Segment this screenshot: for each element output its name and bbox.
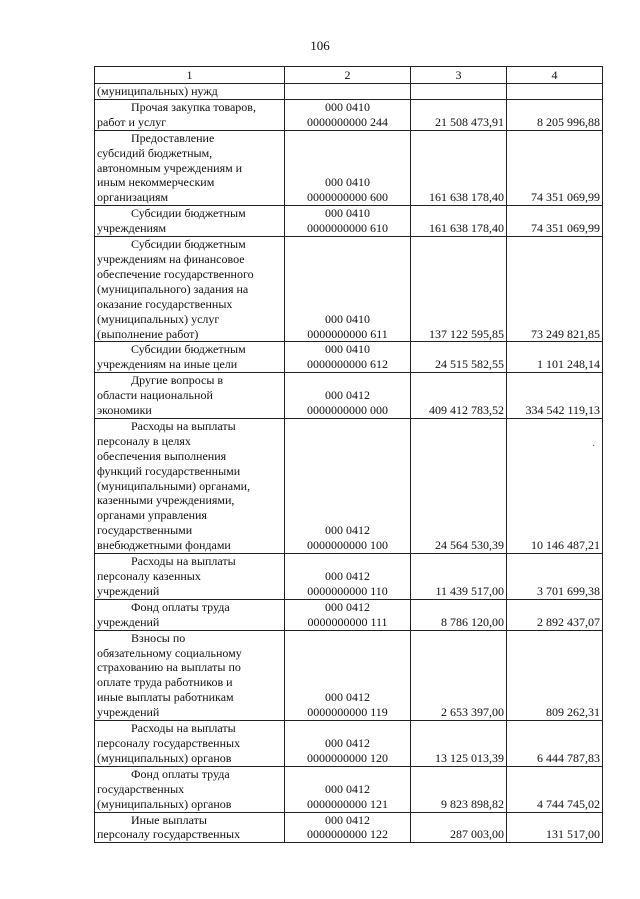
expense-name-line: учреждений (97, 583, 160, 598)
table-row (95, 99, 603, 130)
expense-name-line: оплате труда работников и (97, 675, 233, 690)
budget-code-line: 000 0412 (325, 569, 370, 583)
budget-code-line: 0000000000 121 (307, 796, 388, 811)
expense-name-line: Предоставление (131, 130, 215, 145)
expense-name-cell (95, 630, 285, 720)
executed-amount-cell: 2 892 437,07 (507, 599, 603, 630)
expense-name-line: Расходы на выплаты (131, 418, 236, 433)
executed-amount-cell: 6 444 787,83 (507, 721, 603, 767)
expense-name-cell (95, 812, 285, 843)
expense-name-line: субсидий бюджетным, (97, 145, 213, 160)
budget-code-line: 000 0412 (325, 388, 370, 403)
expense-name-line: персоналу казенных (97, 569, 201, 583)
approved-amount-cell (411, 84, 507, 100)
executed-amount-cell: 10 146 487,21 (507, 418, 603, 553)
table-row (95, 721, 603, 767)
expense-name-line: Расходы на выплаты (131, 554, 236, 569)
expense-name-line: работ и услуг (97, 114, 167, 129)
table-row (95, 599, 603, 630)
budget-code-line: 0000000000 111 (307, 614, 388, 629)
budget-code-cell (285, 84, 411, 100)
expense-name-line: (муниципальными) органами, (97, 478, 251, 493)
budget-code-cell (285, 812, 411, 843)
expense-name-line: Прочая закупка товаров, (131, 99, 256, 114)
budget-code-line: 000 0412 (325, 690, 370, 705)
expense-name-line: учреждений (97, 705, 160, 720)
expense-name-line: персоналу государственных (97, 735, 241, 750)
expense-name-line: (муниципальных) органов (97, 796, 232, 811)
budget-code-line: 000 0410 (325, 311, 370, 326)
table-row (95, 766, 603, 812)
expense-name-line: Расходы на выплаты (131, 721, 236, 736)
page-number: 106 (310, 38, 330, 53)
budget-code-line: 0000000000 611 (307, 326, 388, 341)
expense-name-line: казенными учреждениями, (97, 493, 235, 508)
approved-amount-cell: 161 638 178,40 (411, 206, 507, 237)
expense-name-line: Фонд оплаты труда (131, 599, 230, 614)
expense-name-line: страхованию на выплаты по (97, 660, 241, 675)
expense-name-line: (муниципального) задания на (97, 281, 249, 296)
column-header: 3 (411, 67, 507, 84)
approved-amount-cell: 161 638 178,40 (411, 130, 507, 206)
expense-name-line: функций государственными (97, 463, 241, 478)
budget-code-line: 0000000000 600 (307, 190, 388, 205)
column-header: 2 (285, 67, 411, 84)
budget-code-line: 000 0410 (325, 175, 370, 190)
budget-code-line: 0000000000 244 (307, 114, 388, 129)
budget-table (94, 66, 603, 843)
expense-name-line: Субсидии бюджетным (131, 237, 246, 252)
expense-name-line: иным некоммерческим (97, 175, 215, 190)
table-row (95, 373, 603, 419)
budget-code-cell (285, 206, 411, 237)
column-header: 4 (507, 67, 603, 84)
table-row (95, 130, 603, 206)
expense-name-cell (95, 342, 285, 373)
expense-name-line: оказание государственных (97, 296, 233, 311)
table-row (95, 237, 603, 342)
table-row (95, 84, 603, 100)
expense-name-line: (муниципальных) нужд (97, 84, 218, 98)
expense-name-cell (95, 554, 285, 600)
expense-name-cell (95, 418, 285, 553)
budget-code-line: 000 0412 (325, 599, 370, 614)
budget-code-line: 000 0410 (325, 206, 370, 221)
expense-name-cell (95, 206, 285, 237)
expense-name-cell (95, 599, 285, 630)
budget-code-cell (285, 342, 411, 373)
budget-code-line: 000 0412 (325, 781, 370, 796)
budget-code-line: 0000000000 612 (307, 357, 388, 372)
scan-mark: · (592, 441, 596, 452)
table-header-row (95, 67, 603, 84)
budget-code-line: 0000000000 100 (307, 538, 388, 553)
budget-code-line: 0000000000 120 (307, 750, 388, 765)
budget-code-cell (285, 373, 411, 419)
expense-name-cell (95, 721, 285, 767)
expense-name-line: органами управления (97, 508, 207, 523)
executed-amount-cell: 73 249 821,85 (507, 237, 603, 342)
expense-name-cell (95, 99, 285, 130)
executed-amount-cell: 74 351 069,99 (507, 206, 603, 237)
expense-name-line: обеспечения выполнения (97, 448, 227, 463)
executed-amount-cell: 1 101 248,14 (507, 342, 603, 373)
expense-name-line: Фонд оплаты труда (131, 766, 230, 781)
expense-name-line: (муниципальных) услуг (97, 311, 220, 326)
approved-amount-cell: 409 412 783,52 (411, 373, 507, 419)
budget-code-line: 000 0412 (325, 523, 370, 538)
expense-name-line: учреждениям на иные цели (97, 357, 238, 372)
approved-amount-cell: 13 125 013,39 (411, 721, 507, 767)
executed-amount-cell: 74 351 069,99 (507, 130, 603, 206)
budget-code-cell (285, 418, 411, 553)
expense-name-line: иные выплаты работникам (97, 690, 234, 705)
approved-amount-cell: 2 653 397,00 (411, 630, 507, 720)
approved-amount-cell: 9 823 898,82 (411, 766, 507, 812)
expense-name-line: внебюджетными фондами (97, 538, 231, 553)
executed-amount-cell: 131 517,00 (507, 812, 603, 843)
budget-code-line: 000 0412 (325, 812, 370, 827)
expense-name-line: Иные выплаты (131, 812, 207, 827)
expense-name-line: (муниципальных) органов (97, 750, 232, 765)
expense-name-line: организациям (97, 190, 169, 205)
expense-name-line: (выполнение работ) (97, 326, 199, 341)
expense-name-line: учреждениям (97, 221, 167, 236)
approved-amount-cell: 24 515 582,55 (411, 342, 507, 373)
expense-name-line: государственными (97, 523, 193, 538)
expense-name-line: учреждениям на финансовое (97, 251, 245, 266)
budget-code-cell (285, 554, 411, 600)
table-row (95, 630, 603, 720)
budget-code-cell (285, 721, 411, 767)
expense-name-line: персоналу государственных (97, 827, 241, 842)
expense-name-line: обеспечение государственного (97, 266, 254, 281)
expense-name-line: экономики (97, 403, 152, 418)
budget-code-line: 0000000000 119 (307, 705, 388, 720)
budget-code-line: 000 0412 (325, 735, 370, 750)
budget-code-line: 0000000000 610 (307, 221, 388, 236)
expense-name-line: Другие вопросы в (131, 373, 224, 388)
budget-code-cell (285, 99, 411, 130)
table-row (95, 554, 603, 600)
executed-amount-cell: 809 262,31 (507, 630, 603, 720)
expense-name-line: обязательному социальному (97, 645, 242, 660)
approved-amount-cell: 8 786 120,00 (411, 599, 507, 630)
budget-code-line: 000 0410 (325, 99, 370, 114)
expense-name-line: государственных (97, 781, 185, 796)
budget-code-line: 0000000000 110 (307, 583, 388, 598)
budget-code-cell (285, 130, 411, 206)
expense-name-cell (95, 373, 285, 419)
expense-name-cell (95, 84, 285, 100)
executed-amount-cell: 3 701 699,38 (507, 554, 603, 600)
approved-amount-cell: 137 122 595,85 (411, 237, 507, 342)
executed-amount-cell: 8 205 996,88 (507, 99, 603, 130)
budget-code-line: 0000000000 122 (307, 827, 388, 842)
budget-code-line: 000 0410 (325, 342, 370, 357)
expense-name-line: Взносы по (131, 630, 186, 645)
expense-name-cell (95, 130, 285, 206)
approved-amount-cell: 21 508 473,91 (411, 99, 507, 130)
budget-code-line: 0000000000 000 (307, 403, 388, 418)
budget-code-cell (285, 630, 411, 720)
table-row (95, 342, 603, 373)
column-header: 1 (95, 67, 285, 84)
table-body (95, 84, 603, 843)
budget-code-cell (285, 766, 411, 812)
expense-name-line: Субсидии бюджетным (131, 206, 246, 221)
table-row (95, 812, 603, 843)
executed-amount-cell: 4 744 745,02 (507, 766, 603, 812)
budget-code-cell (285, 599, 411, 630)
expense-name-cell (95, 237, 285, 342)
executed-amount-cell: 334 542 119,13 (507, 373, 603, 419)
table-row (95, 206, 603, 237)
budget-code-cell (285, 237, 411, 342)
approved-amount-cell: 287 003,00 (411, 812, 507, 843)
approved-amount-cell: 11 439 517,00 (411, 554, 507, 600)
expense-name-line: персоналу в целях (97, 433, 191, 448)
expense-name-line: учреждений (97, 614, 160, 629)
expense-name-line: Субсидии бюджетным (131, 342, 246, 357)
table-row (95, 418, 603, 553)
expense-name-cell (95, 766, 285, 812)
expense-name-line: автономным учреждениям и (97, 160, 243, 175)
expense-name-line: области национальной (97, 388, 213, 403)
executed-amount-cell (507, 84, 603, 100)
approved-amount-cell: 24 564 530,39 (411, 418, 507, 553)
